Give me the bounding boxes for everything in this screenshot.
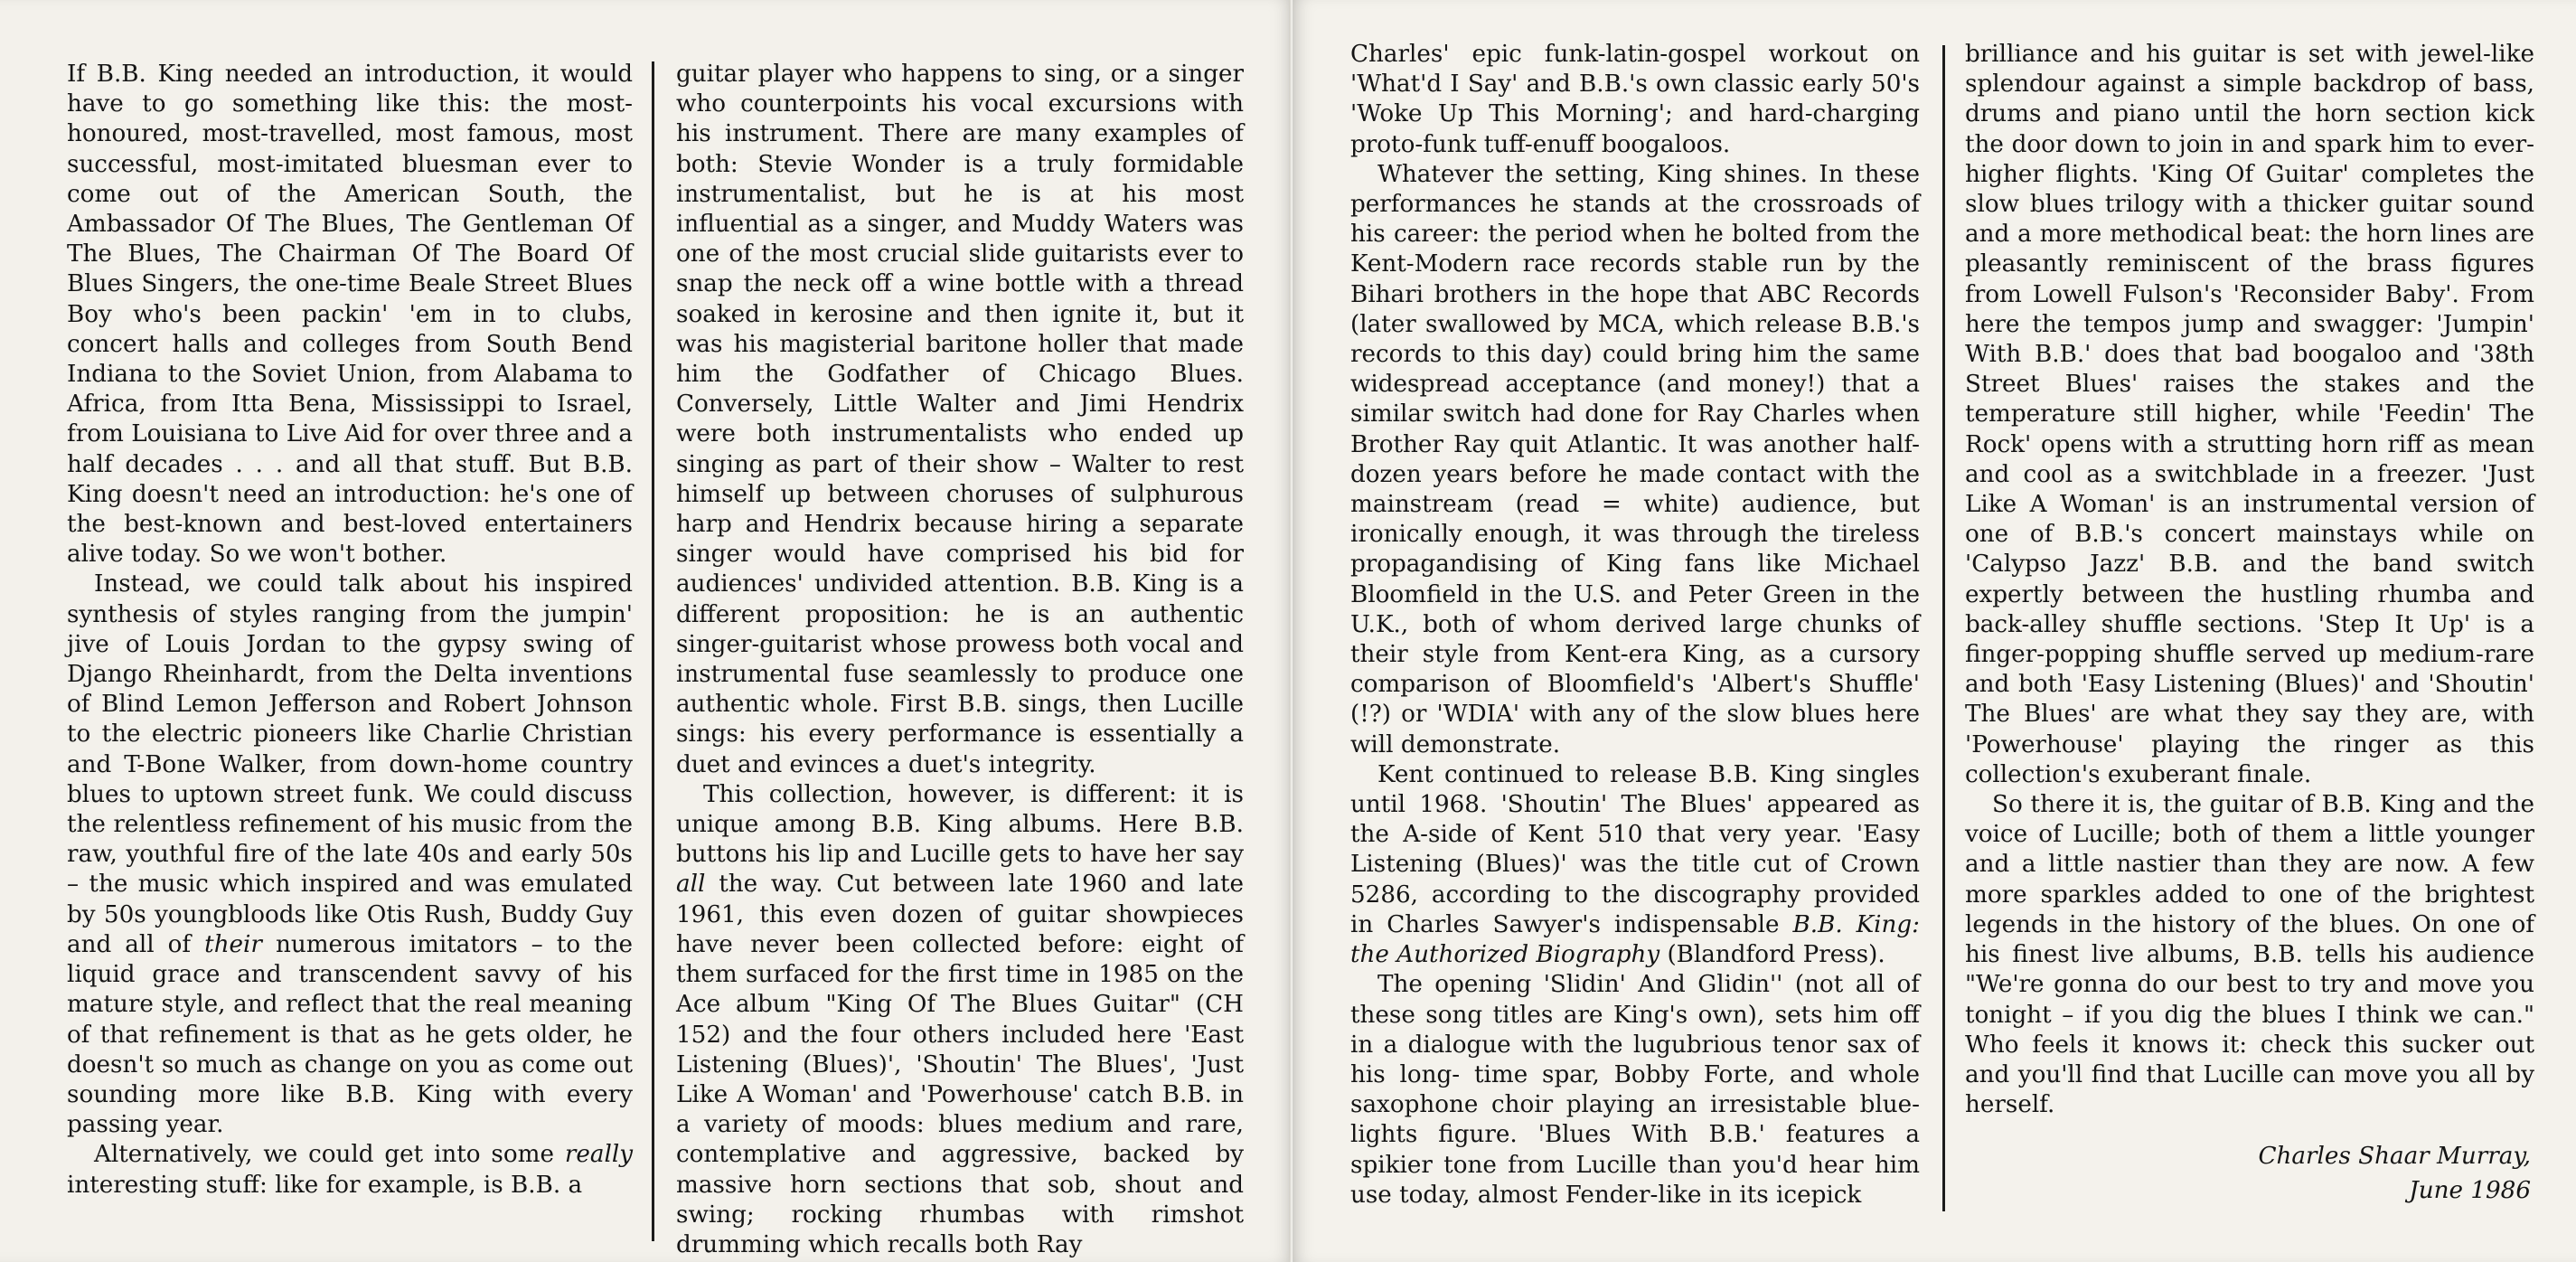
text-run: interesting stuff: like for example, is B.B. a [67,1171,583,1199]
author-signature [2079,1139,2531,1208]
emphasis: all [676,871,706,899]
emphasis: their [204,930,262,958]
column-divider [1942,45,1945,1211]
right-page [1293,0,2576,1262]
text-run: This collection, however, is different: it is unique among B.B. King albums. Here B.B. buttons his lip and Lucille gets to have her say [676,780,1244,869]
paragraph [676,780,1244,1260]
paragraph: So there it is, the guitar of B.B. King and the voice of Lucille; both of them a little younger and a little nastier than they are now. A few more sparkles added to one of the brightest legends in the history of the blues. On one of his finest live albums, B.B. tells his audience "We're gonna do our best to try and move you tonight – if you dig the blues I think we can." Who feels it knows it: check this sucker out and you'll find that Lucille can move you all by herself. [1965,791,2534,1119]
text-run: Kent continued to release B.B. King singles until 1968. 'Shoutin' The Blues' appeared as the A-side of Kent 510 that very year. 'Easy Listening (Blues)' was the title cut of Crown 5286, according to the discography provided in Charles Sawyer's indispensable [1350,760,1920,938]
column-1 [67,60,633,1201]
paragraph: If B.B. King needed an introduction, it would have to go something like this: the most-honoured, most-travelled, most famous, most successful, most-imitated bluesman ever to come out of the American South, the Ambassador Of The Blues, The Gentleman Of The Blues, The Chairman Of The Board Of Blues Singers, the one-time Beale Street Blues Boy who's been packin' 'em in to clubs, concert halls and colleges from South Bend Indiana to the Soviet Union, from Alabama to Africa, from Itta Bena, Mississippi to Israel, from Louisiana to Live Aid for over three and a half decades . . . and all that stuff. But B.B. King doesn't need an introduction: he's one of the best-known and best-loved entertainers alive today. So we won't bother. [67,61,633,569]
paragraph: guitar player who happens to sing, or a singer who counterpoints his vocal excursions with his instrument. There are many examples of both: Stevie Wonder is a truly formidable instrumentalist, but he is at his most influential as a singer, and Muddy Waters was one of the most crucial slide guitarists ever to snap the neck off a wine bottle with a thread soaked in kerosine and then ignite it, but it was his magisterial baritone holler that made him the Godfather of Chicago Blues. Conversely, Little Walter and Jimi Hendrix were both instrumentalists who ended up singing as part of their show – Walter to rest himself up between choruses of sulphurous harp and Hendrix because hiring a separate singer would have comprised his bid for audiences' undivided attention. B.B. King is a different proposition: he is an authentic singer-guitarist whose prowess both vocal and instrumental fuse seamlessly to produce one authentic whole. First B.B. sings, then Lucille sings: his every performance is essentially a duet and evinces a duet's integrity. [676,61,1244,778]
author-date: June 1986 [2409,1177,2531,1204]
column-3 [1350,40,1920,1210]
text-run: the way. Cut between late 1960 and late 1961, this even dozen of guitar showpieces have never been collected before: eight of them surfaced for the first time in 1985 on the Ace album "King Of The Blues Guitar" (CH 152) and the four others included here 'East Listening (Blues)', 'Shoutin' The Blues', 'Just Like A Woman' and 'Powerhouse' catch B.B. in a variety of moods: blues medium and rare, contemplative and aggressive, backed by massive horn sections that sob, shout and swing; rocking rhumbas with rimshot drumming which recalls both Ray [676,871,1244,1258]
column-4 [1965,40,2534,1120]
paragraph [67,570,633,1140]
column-divider [652,61,654,1241]
author-name: Charles Shaar Murray, [2258,1143,2531,1170]
paragraph: Whatever the setting, King shines. In these performances he stands at the crossroads of his career: the period when he bolted from the Kent-Modern race records stable run by the Bihari brothers in the hope that ABC Records (later swallowed by MCA, which release B.B.'s records to this day) could bring him the same widespread acceptance (and money!) that a similar switch had done for Ray Charles when Brother Ray quit Atlantic. It was another half-dozen years before he made contact with the mainstream (read = white) audience, but ironically enough, it was through the tireless propagandising of King fans like Michael Bloomfield in the U.S. and Peter Green in the U.K., both of whom derived large chunks of their style from Kent-era King, as a cursory comparison of Bloomfield's 'Albert's Shuffle' (!?) or 'WDIA' with any of the slow blues here will demonstrate. [1350,160,1920,758]
text-run: numerous imitators – to the liquid grace and transcendent savvy of his mature style, and reflect that the real meaning of that refinement is that as he gets older, he doesn't so much as change on you as come out sounding more like B.B. King with every passing year. [67,930,633,1139]
paragraph: brilliance and his guitar is set with jewel-like splendour against a simple backdrop of bass, drums and piano until the horn section kick the door down to join in and spark him to ever-higher flights. 'King Of Guitar' completes the slow blues trilogy with a thicker guitar sound and a more methodical beat: the horn lines are pleasantly reminiscent of the brass figures from Lowell Fulson's 'Reconsider Baby'. From here the tempos jump and swagger: 'Jumpin' With B.B.' does that bad boogaloo and '38th Street Blues' raises the stakes and the temperature still higher, while 'Feedin' The Rock' opens with a strutting horn riff as mean and cool as a switchblade in a freezer. 'Just Like A Woman' is an instrumental version of one of B.B.'s concert mainstays while on 'Calypso Jazz' B.B. and the band switch expertly between the hustling rhumba and back-alley shuffle sections. 'Step It Up' is a finger-popping shuffle served up medium-rare and both 'Easy Listening (Blues)' and 'Shoutin' The Blues' are what they say they are, with 'Powerhouse' playing the ringer as this collection's exuberant finale. [1965,41,2534,788]
emphasis: really [564,1141,633,1169]
text-run: Alternatively, we could get into some [94,1141,565,1169]
paragraph: Charles' epic funk-latin-gospel workout on 'What'd I Say' and B.B.'s own classic early 50's 'Woke Up This Morning'; and hard-charging proto-funk tuff-enuff boogaloos. [1350,41,1920,158]
paragraph [1350,760,1920,970]
text-run: Instead, we could talk about his inspired synthesis of styles ranging from the jumpin' jive of Louis Jordan to the gypsy swing of Django Rheinhardt, from the Delta inventions of Blind Lemon Jefferson and Robert Johnson to the electric pioneers like Charlie Christian and T-Bone Walker, from down-home country blues to uptown street funk. We could discuss the relentless refinement of his music from the raw, youthful fire of the late 40s and early 50s – the music which inspired and was emulated by 50s youngbloods like Otis Rush, Buddy Guy and all of [67,570,633,958]
column-2 [676,60,1244,1260]
paragraph: The opening 'Slidin' And Glidin'' (not all of these song titles are King's own), sets him off in a dialogue with the lugubrious tenor sax of his long- time spar, Bobby Forte, and whole saxophone choir playing an irresistable blue-lights figure. 'Blues With B.B.' features a spikier tone from Lucille than you'd hear him use today, almost Fender-like in its icepick [1350,971,1920,1209]
emphasis: B.B. King: the Authorized Biography [1350,910,1920,969]
paragraph [67,1140,633,1200]
text-run: (Blandford Press). [1659,941,1885,969]
